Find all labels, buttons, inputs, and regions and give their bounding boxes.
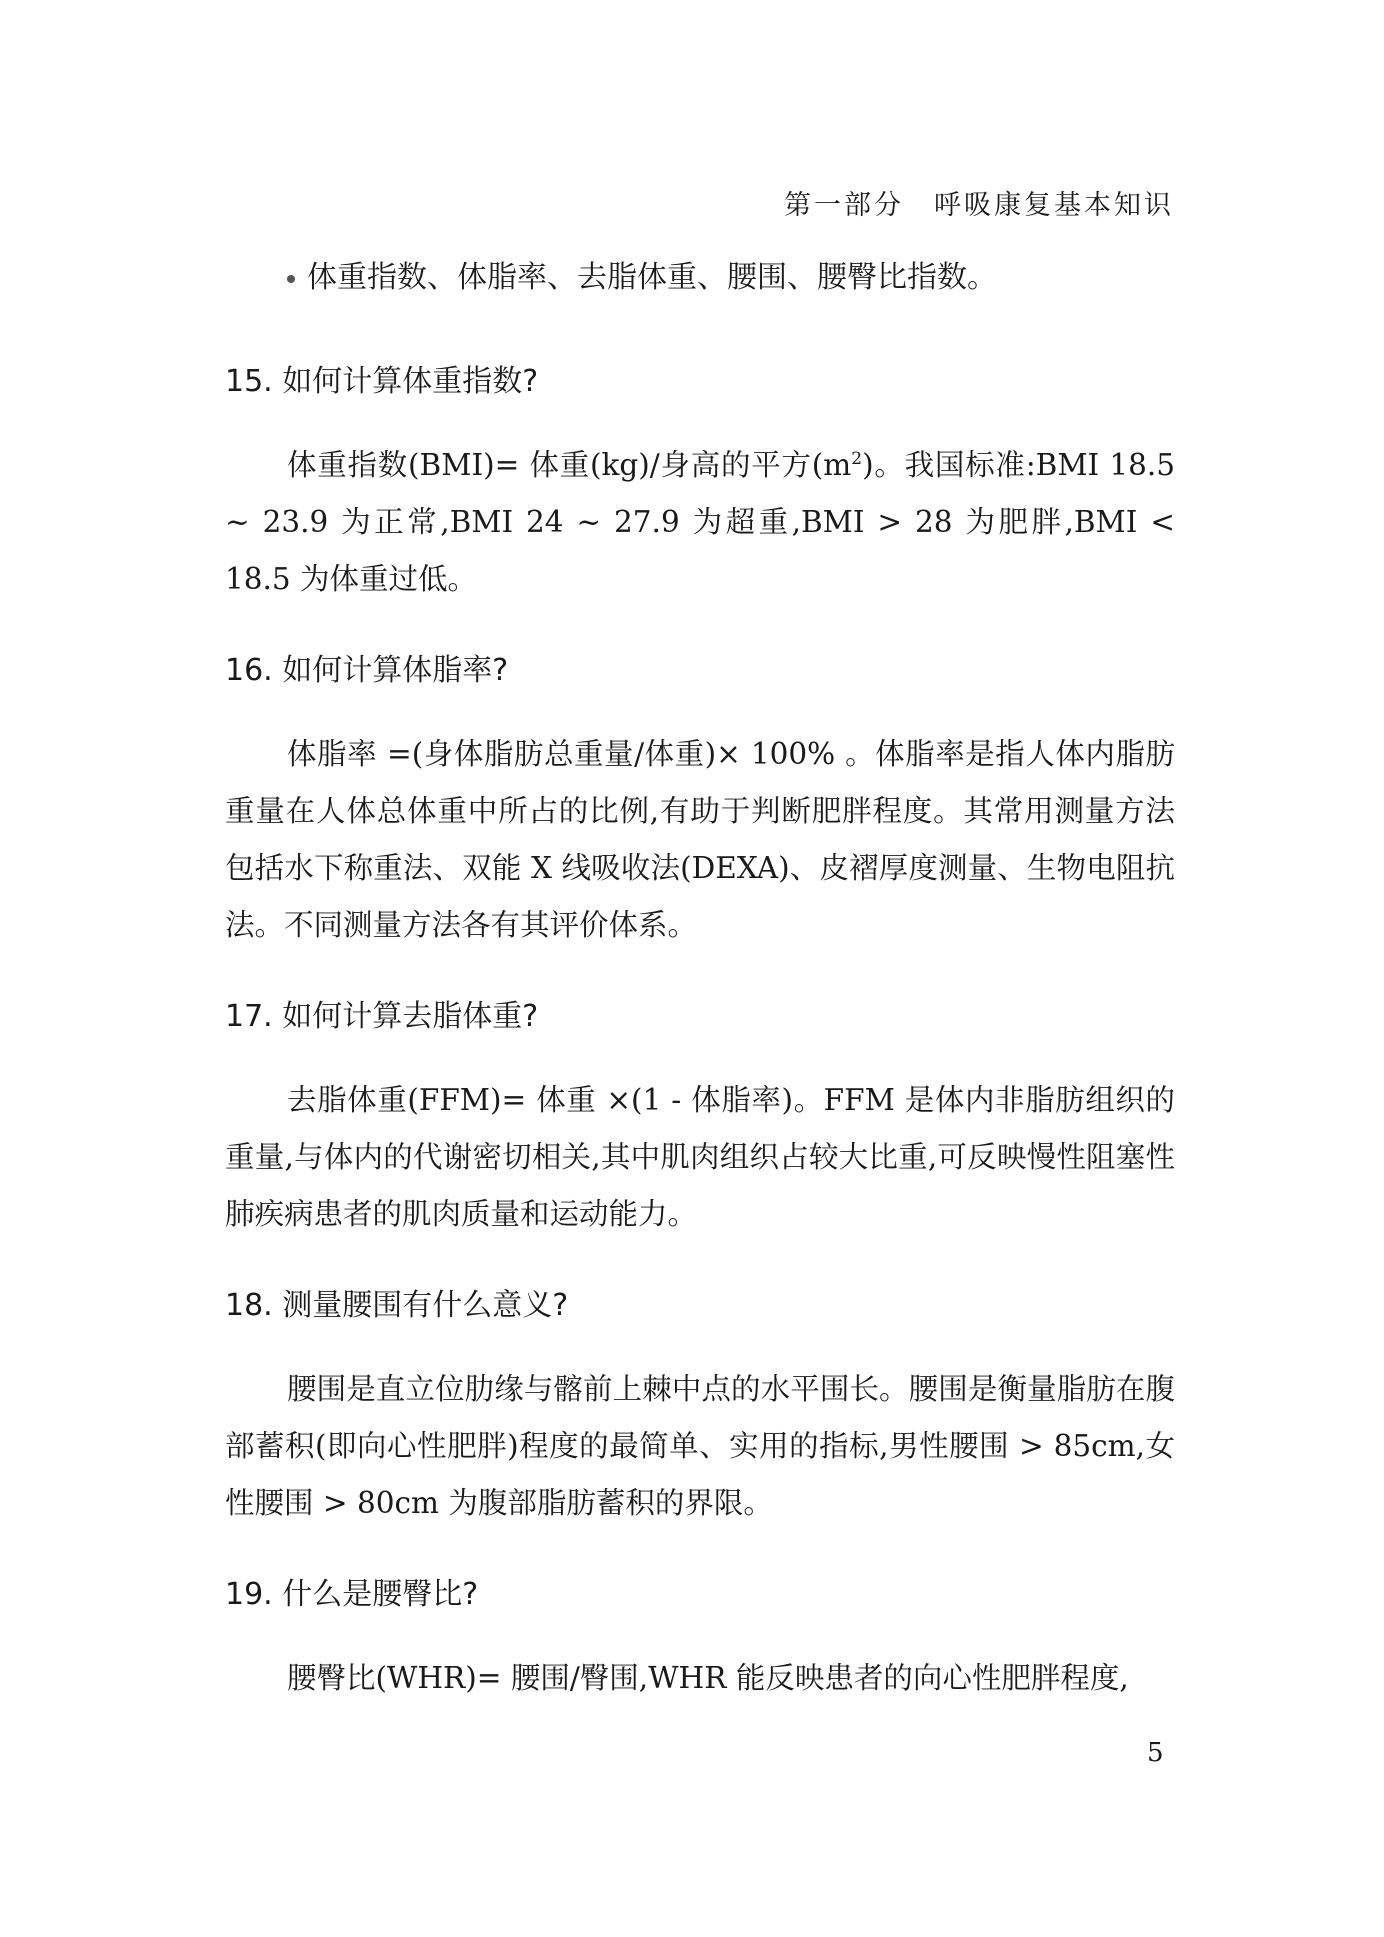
bullet-dot-icon (287, 275, 295, 283)
answer-15-text-a: 体重指数(BMI)= 体重(kg)/身高的平方(m (287, 448, 852, 482)
question-heading-19: 19. 什么是腰臀比? (225, 1577, 479, 1612)
answer-16: 体脂率 =(身体脂肪总重量/体重)× 100% 。体脂率是指人体内脂肪重量在人体总体重中所占的比例,有助于判断肥胖程度。其常用测量方法包括水下称重法、双能 X 线吸收法(DEXA)、皮褶厚度测量、生物电阻抗法。不同测量方法各有其评价体系。 (225, 737, 1175, 942)
question-heading-15: 15. 如何计算体重指数? (225, 364, 539, 399)
answer-18: 腰围是直立位肋缘与髂前上棘中点的水平围长。腰围是衡量脂肪在腹部蓄积(即向心性肥胖)程度的最简单、实用的指标,男性腰围 > 85cm,女性腰围 > 80cm 为腹部脂肪蓄积的界限。 (225, 1372, 1175, 1520)
answer-15-superscript: 2 (851, 449, 863, 470)
answer-17: 去脂体重(FFM)= 体重 ×(1 - 体脂率)。FFM 是体内非脂肪组织的重量,与体内的代谢密切相关,其中肌肉组织占较大比重,可反映慢性阻塞性肺疾病患者的肌肉质量和运动能力。 (225, 1083, 1175, 1231)
question-heading-17: 17. 如何计算去脂体重? (225, 999, 539, 1034)
question-heading-16: 16. 如何计算体脂率? (225, 653, 509, 688)
answer-15-text-b: )。我国标准:BMI 18.5 ~ 23.9 为正常,BMI 24 ~ 27.9 为超重,BMI > 28 为肥胖,BMI < 18.5 为体重过低。 (225, 448, 1175, 596)
question-heading-18: 18. 测量腰围有什么意义? (225, 1288, 569, 1323)
page-number: 5 (1147, 1738, 1164, 1768)
page-content (225, 255, 1175, 1747)
answer-15 (225, 437, 1175, 608)
bullet-item (225, 255, 1175, 301)
running-header: 第一部分 呼吸康复基本知识 (784, 190, 1174, 221)
answer-19: 腰臀比(WHR)= 腰围/臀围,WHR 能反映患者的向心性肥胖程度, (287, 1661, 1129, 1695)
bullet-text: 体重指数、体脂率、去脂体重、腰围、腰臀比指数。 (307, 260, 997, 295)
